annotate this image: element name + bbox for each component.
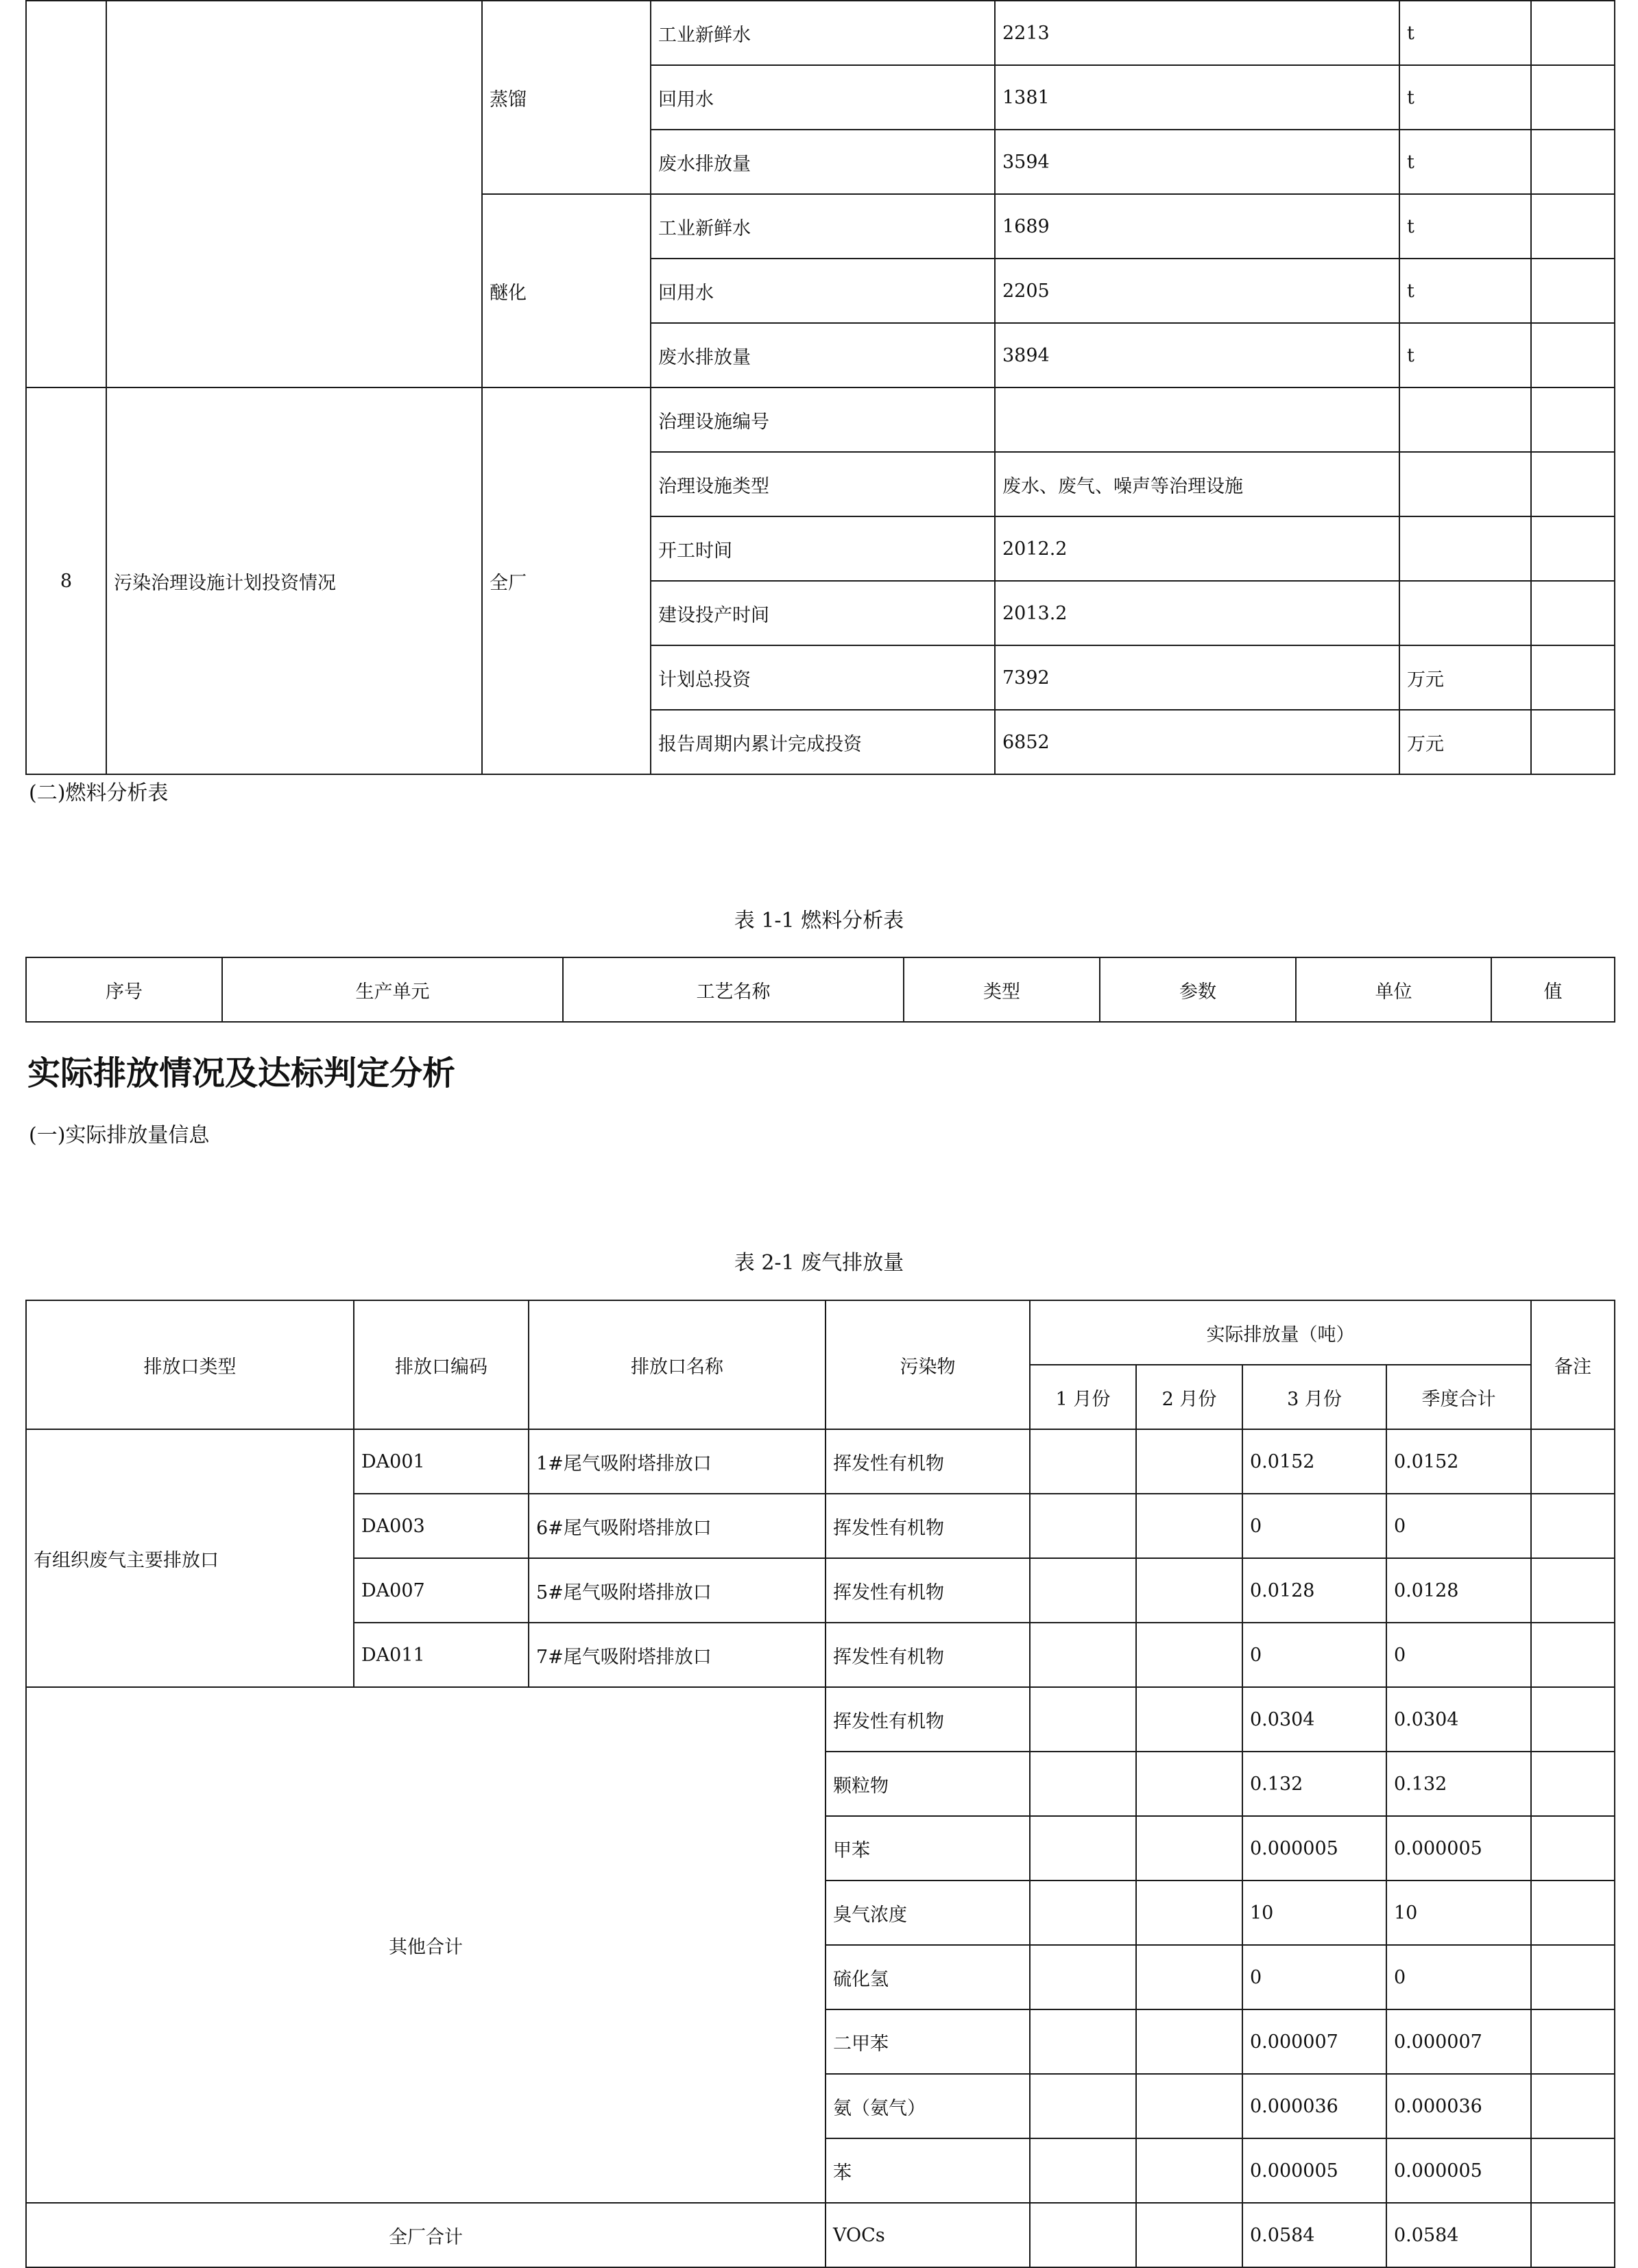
pollutant-cell: 臭气浓度 (826, 1881, 1030, 1945)
param-cell: 废水排放量 (651, 130, 995, 194)
param-cell: 开工时间 (651, 516, 995, 581)
seq-cell (26, 1, 106, 387)
param-cell: 报告周期内累计完成投资 (651, 710, 995, 774)
continuation-table (25, 0, 1615, 775)
param-cell: 回用水 (651, 65, 995, 130)
month2-cell (1136, 1494, 1242, 1558)
fuel-analysis-table (25, 957, 1615, 1023)
month1-cell (1030, 1687, 1136, 1752)
month2-cell (1136, 2203, 1242, 2267)
column-header: 备注 (1531, 1300, 1615, 1429)
remark-cell (1531, 323, 1615, 387)
column-header: 排放口编码 (354, 1300, 529, 1429)
param-cell: 建设投产时间 (651, 581, 995, 645)
section-heading-fuel: (二)燃料分析表 (29, 781, 169, 805)
month2-cell (1136, 2138, 1242, 2203)
outlet-name-cell: 7#尾气吸附塔排放口 (529, 1623, 826, 1687)
unit-cell: 蒸馏 (482, 1, 651, 194)
group-label-cell: 其他合计 (26, 1687, 826, 2203)
month1-cell (1030, 1494, 1136, 1558)
uom-cell: t (1399, 323, 1531, 387)
table-row (26, 387, 1615, 452)
param-cell: 治理设施类型 (651, 452, 995, 516)
outlet-name-cell: 1#尾气吸附塔排放口 (529, 1429, 826, 1494)
seq-cell: 8 (26, 387, 106, 774)
column-header: 类型 (904, 957, 1100, 1022)
column-header: 实际排放量（吨） (1030, 1300, 1531, 1365)
column-header: 3 月份 (1242, 1365, 1386, 1429)
month3-cell: 0.000007 (1242, 2009, 1386, 2074)
remark-cell (1531, 65, 1615, 130)
remark-cell (1531, 2009, 1615, 2074)
month3-cell: 0.000036 (1242, 2074, 1386, 2138)
pollutant-cell: 挥发性有机物 (826, 1494, 1030, 1558)
month3-cell: 0.000005 (1242, 1816, 1386, 1881)
remark-cell (1531, 1687, 1615, 1752)
quarter-total-cell: 0 (1386, 1623, 1531, 1687)
table-row (26, 1687, 1615, 1752)
uom-cell (1399, 581, 1531, 645)
remark-cell (1531, 1623, 1615, 1687)
remark-cell (1531, 1429, 1615, 1494)
month3-cell: 0.0128 (1242, 1558, 1386, 1623)
param-cell: 治理设施编号 (651, 387, 995, 452)
month1-cell (1030, 1429, 1136, 1494)
pollutant-cell: 挥发性有机物 (826, 1687, 1030, 1752)
value-cell: 3894 (995, 323, 1399, 387)
remark-cell (1531, 1881, 1615, 1945)
month1-cell (1030, 1558, 1136, 1623)
quarter-total-cell: 10 (1386, 1881, 1531, 1945)
quarter-total-cell: 0.000007 (1386, 2009, 1531, 2074)
quarter-total-cell: 0.000005 (1386, 1816, 1531, 1881)
pollutant-cell: 挥发性有机物 (826, 1623, 1030, 1687)
pollutant-cell: 苯 (826, 2138, 1030, 2203)
remark-cell (1531, 259, 1615, 323)
month1-cell (1030, 2138, 1136, 2203)
param-cell: 工业新鲜水 (651, 1, 995, 65)
quarter-total-cell: 0.0584 (1386, 2203, 1531, 2267)
outlet-code-cell: DA011 (354, 1623, 529, 1687)
month1-cell (1030, 2009, 1136, 2074)
column-header: 排放口类型 (26, 1300, 354, 1429)
table-row (26, 2203, 1615, 2267)
uom-cell: t (1399, 130, 1531, 194)
outlet-code-cell: DA007 (354, 1558, 529, 1623)
remark-cell (1531, 194, 1615, 259)
uom-cell (1399, 387, 1531, 452)
value-cell: 7392 (995, 645, 1399, 710)
table-row (26, 1429, 1615, 1494)
uom-cell (1399, 516, 1531, 581)
month2-cell (1136, 1945, 1242, 2009)
remark-cell (1531, 1558, 1615, 1623)
month3-cell: 0 (1242, 1494, 1386, 1558)
pollutant-cell: 氨（氨气） (826, 2074, 1030, 2138)
month1-cell (1030, 2074, 1136, 2138)
month2-cell (1136, 1623, 1242, 1687)
unit-cell: 醚化 (482, 194, 651, 387)
remark-cell (1531, 1494, 1615, 1558)
value-cell: 2013.2 (995, 581, 1399, 645)
remark-cell (1531, 1752, 1615, 1816)
month1-cell (1030, 1752, 1136, 1816)
quarter-total-cell: 0 (1386, 1494, 1531, 1558)
month3-cell: 0 (1242, 1623, 1386, 1687)
pollutant-cell: 甲苯 (826, 1816, 1030, 1881)
quarter-total-cell: 0.0152 (1386, 1429, 1531, 1494)
month1-cell (1030, 2203, 1136, 2267)
column-header: 污染物 (826, 1300, 1030, 1429)
param-cell: 回用水 (651, 259, 995, 323)
remark-cell (1531, 710, 1615, 774)
table-caption-fuel: 表 1-1 燃料分析表 (734, 909, 904, 933)
quarter-total-cell: 0.0128 (1386, 1558, 1531, 1623)
param-cell: 计划总投资 (651, 645, 995, 710)
month3-cell: 0 (1242, 1945, 1386, 2009)
remark-cell (1531, 130, 1615, 194)
param-cell: 废水排放量 (651, 323, 995, 387)
remark-cell (1531, 2074, 1615, 2138)
param-cell: 工业新鲜水 (651, 194, 995, 259)
outlet-name-cell: 6#尾气吸附塔排放口 (529, 1494, 826, 1558)
month2-cell (1136, 1816, 1242, 1881)
month1-cell (1030, 1945, 1136, 2009)
month1-cell (1030, 1816, 1136, 1881)
remark-cell (1531, 516, 1615, 581)
column-header: 2 月份 (1136, 1365, 1242, 1429)
month2-cell (1136, 2074, 1242, 2138)
pollutant-cell: VOCs (826, 2203, 1030, 2267)
group-label-cell: 全厂合计 (26, 2203, 826, 2267)
item-cell: 污染治理设施计划投资情况 (106, 387, 482, 774)
outlet-code-cell: DA001 (354, 1429, 529, 1494)
column-header: 序号 (26, 957, 222, 1022)
pollutant-cell: 颗粒物 (826, 1752, 1030, 1816)
remark-cell (1531, 2138, 1615, 2203)
value-cell: 3594 (995, 130, 1399, 194)
uom-cell (1399, 452, 1531, 516)
value-cell: 1689 (995, 194, 1399, 259)
table-header-row (26, 957, 1615, 1022)
quarter-total-cell: 0.0304 (1386, 1687, 1531, 1752)
value-cell: 废水、废气、噪声等治理设施 (995, 452, 1399, 516)
outlet-code-cell: DA003 (354, 1494, 529, 1558)
remark-cell (1531, 1816, 1615, 1881)
month1-cell (1030, 1623, 1136, 1687)
remark-cell (1531, 452, 1615, 516)
remark-cell (1531, 581, 1615, 645)
uom-cell: t (1399, 259, 1531, 323)
outlet-type-cell: 有组织废气主要排放口 (26, 1429, 354, 1687)
table-caption-gas: 表 2-1 废气排放量 (734, 1251, 904, 1275)
column-header: 生产单元 (222, 957, 563, 1022)
value-cell: 1381 (995, 65, 1399, 130)
column-header: 季度合计 (1386, 1365, 1531, 1429)
month3-cell: 10 (1242, 1881, 1386, 1945)
value-cell (995, 387, 1399, 452)
quarter-total-cell: 0.000036 (1386, 2074, 1531, 2138)
month2-cell (1136, 1558, 1242, 1623)
unit-cell: 全厂 (482, 387, 651, 774)
quarter-total-cell: 0 (1386, 1945, 1531, 2009)
value-cell: 2012.2 (995, 516, 1399, 581)
month2-cell (1136, 2009, 1242, 2074)
month3-cell: 0.132 (1242, 1752, 1386, 1816)
page-title: 实际排放情况及达标判定分析 (27, 1054, 456, 1093)
column-header: 值 (1491, 957, 1615, 1022)
column-header: 参数 (1100, 957, 1296, 1022)
table-row (26, 1, 1615, 65)
value-cell: 2205 (995, 259, 1399, 323)
month2-cell (1136, 1687, 1242, 1752)
column-header: 1 月份 (1030, 1365, 1136, 1429)
uom-cell: 万元 (1399, 645, 1531, 710)
remark-cell (1531, 387, 1615, 452)
remark-cell (1531, 645, 1615, 710)
uom-cell: t (1399, 1, 1531, 65)
remark-cell (1531, 1, 1615, 65)
section-heading-actual: (一)实际排放量信息 (29, 1123, 210, 1147)
month3-cell: 0.000005 (1242, 2138, 1386, 2203)
uom-cell: t (1399, 194, 1531, 259)
gas-emission-table (25, 1300, 1615, 2268)
column-header: 单位 (1296, 957, 1491, 1022)
value-cell: 6852 (995, 710, 1399, 774)
month2-cell (1136, 1752, 1242, 1816)
uom-cell: t (1399, 65, 1531, 130)
month3-cell: 0.0152 (1242, 1429, 1386, 1494)
quarter-total-cell: 0.132 (1386, 1752, 1531, 1816)
month3-cell: 0.0584 (1242, 2203, 1386, 2267)
outlet-name-cell: 5#尾气吸附塔排放口 (529, 1558, 826, 1623)
table-header-row (26, 1300, 1615, 1365)
quarter-total-cell: 0.000005 (1386, 2138, 1531, 2203)
pollutant-cell: 二甲苯 (826, 2009, 1030, 2074)
uom-cell: 万元 (1399, 710, 1531, 774)
month1-cell (1030, 1881, 1136, 1945)
remark-cell (1531, 1945, 1615, 2009)
column-header: 工艺名称 (563, 957, 904, 1022)
month2-cell (1136, 1429, 1242, 1494)
pollutant-cell: 挥发性有机物 (826, 1429, 1030, 1494)
value-cell: 2213 (995, 1, 1399, 65)
month3-cell: 0.0304 (1242, 1687, 1386, 1752)
pollutant-cell: 挥发性有机物 (826, 1558, 1030, 1623)
item-cell (106, 1, 482, 387)
remark-cell (1531, 2203, 1615, 2267)
month2-cell (1136, 1881, 1242, 1945)
pollutant-cell: 硫化氢 (826, 1945, 1030, 2009)
column-header: 排放口名称 (529, 1300, 826, 1429)
